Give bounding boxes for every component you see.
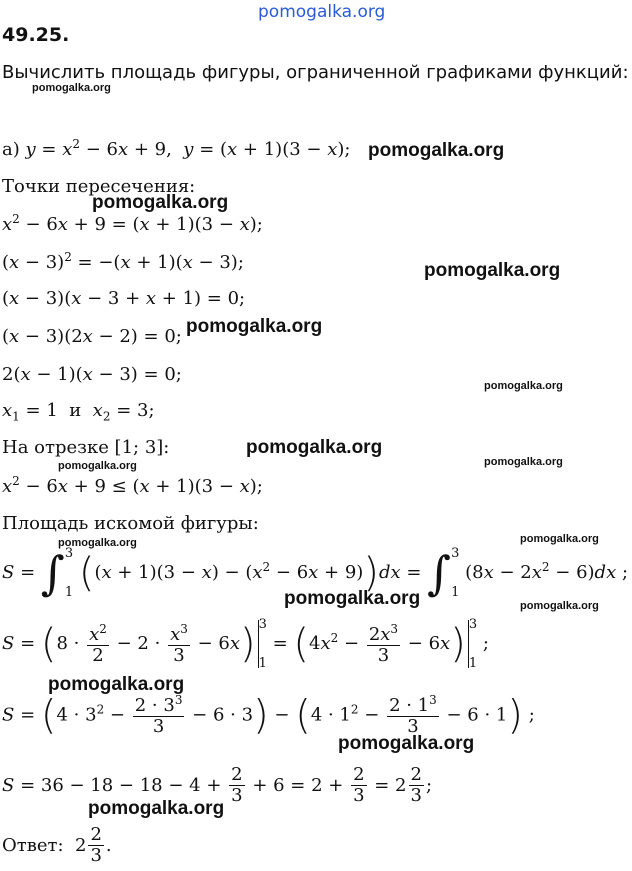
equation-line-5: 2(x − 1)(x − 3) = 0; [2,364,182,385]
answer-label: Ответ: [2,834,64,856]
answer-line: Ответ: 2 $\frac{2}{3}$ . [2,824,112,866]
watermark: pomogalka.org [246,437,383,458]
watermark: pomogalka.org [58,537,137,549]
and-word: и [69,400,82,421]
watermark: pomogalka.org [186,316,323,337]
substitution-line: $S = (4 \cdot 3^2$ − $\frac{2 \cdot 3^3}{3}$ − $6 \cdot 3) - (4 \cdot 1^2$ − $\frac{2 \cdot 1^3}{3}$ − 6 · 1) ; [2,692,535,739]
functions-line: а) $y = x^2 - 6x + 9$, y = (x + 1)(3 − x); [2,137,351,160]
watermark: pomogalka.org [424,260,561,281]
watermark: pomogalka.org [484,456,563,468]
watermark: pomogalka.org [48,674,185,695]
inequality-line: $x^2 - 6x + 9 \le (x + 1)(3 - x)$; [2,474,263,497]
watermark: pomogalka.org [338,733,475,754]
problem-number: 49.25. [2,24,70,46]
equation-line-4: (x − 3)(2x − 2) = 0; [2,326,182,347]
equation-line-3: (x − 3)(x − 3 + x + 1) = 0; [2,288,246,309]
result-line: S = 36 − 18 − 18 − 4 + $\frac{2}{3}$ + 6 = 2 + $\frac{2}{3}$ = 2 $\frac{2}{3}$ ; [2,764,433,806]
watermark: pomogalka.org [520,600,599,612]
watermark: pomogalka.org [32,82,111,94]
watermark: pomogalka.org [58,460,137,472]
intersection-heading: Точки пересечения: [2,176,196,197]
roots-line: $x_1 = 1$ и $x_2 = 3$; [2,400,155,424]
antiderivative-line: S = (8 · $\frac{x^2}{2}$ − 2 · $\frac{x^3}{3}$ − 6x) 3 $1 = (4x^2$ − $\frac{2x^3}{3}$ − 6x) 3 1 ; [2,617,489,671]
segment-heading: На отрезке [1; 3]: [2,437,170,458]
area-heading: Площадь искомой фигуры: [2,513,259,534]
watermark: pomogalka.org [88,798,225,819]
part-label: а) [2,139,20,160]
watermark: pomogalka.org [520,533,599,545]
equation-line-1: $x^2 - 6x + 9 = (x + 1)(3 - x)$; [2,212,263,235]
watermark: pomogalka.org [284,588,421,609]
integral-line: S = ∫3 1 $((x + 1)(3 - x) - (x^2 - 6x + 9))dx = \int 3$ 1 $(8x - 2x^2 - 6)dx$ ; [2,546,629,600]
watermark: pomogalka.org [92,192,229,213]
equation-line-2: $(x - 3)^2 = -(x + 1)(x - 3)$; [2,250,244,273]
watermark: pomogalka.org [368,140,505,161]
task-statement: Вычислить площадь фигуры, ограниченной графиками функций: [2,62,629,83]
watermark-link-top[interactable]: pomogalka.org [258,2,386,22]
watermark: pomogalka.org [484,380,563,392]
